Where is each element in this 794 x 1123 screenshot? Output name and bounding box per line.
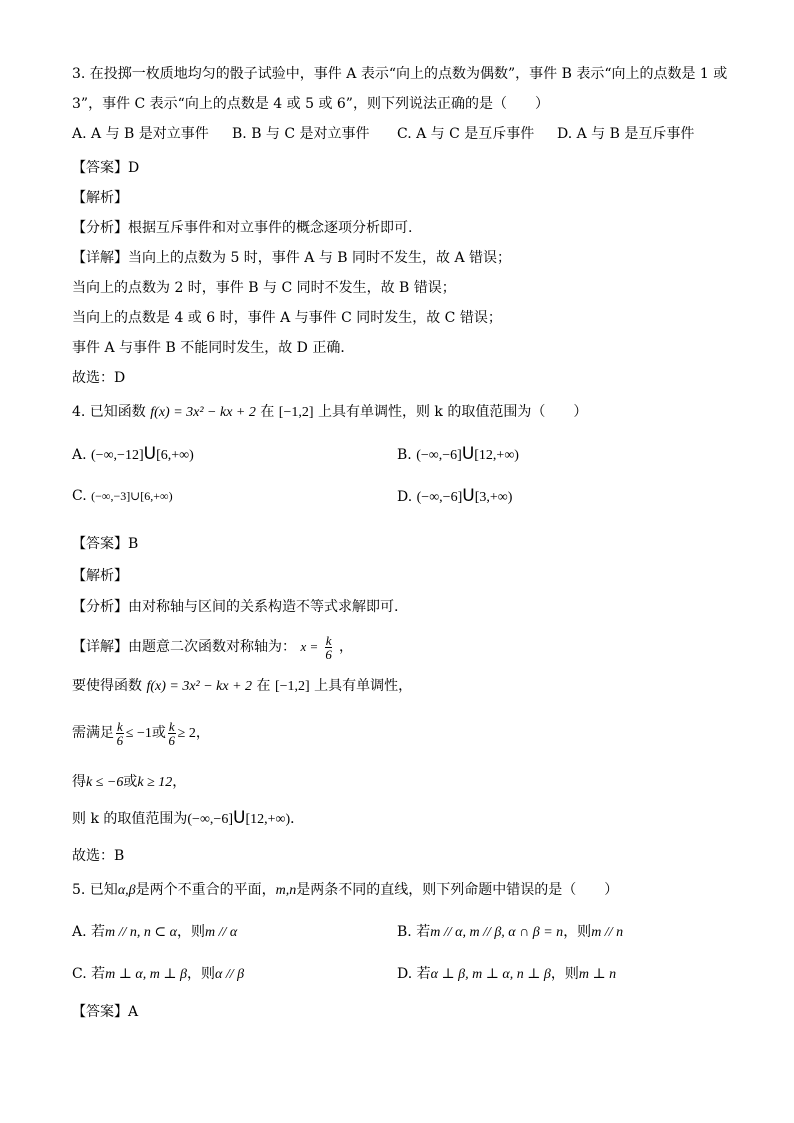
q4-detail2-function: f(x) = 3x² − kx + 2: [146, 679, 253, 694]
q4-detail5-pre: 则 k 的取值范围为: [72, 811, 188, 827]
q3-option-d: D. A 与 B 是互斥事件: [557, 126, 695, 142]
q5-option-a-label: A. 若: [72, 924, 106, 940]
q4-option-a-label: A.: [72, 447, 87, 463]
q4-stem-pre: 4. 已知函数: [72, 404, 146, 420]
q5-option-b-math: m // α, m // β, α ∩ β = n: [430, 925, 564, 940]
q4-detail3-a: ≤ −1: [125, 726, 152, 741]
q3-choice: 故选：D: [72, 370, 126, 386]
q5-option-c-then: ，则: [187, 966, 215, 982]
q4-detail5-math-b: [12,+∞): [245, 812, 291, 827]
q3-fenxi: 【分析】根据互斥事件和对立事件的概念逐项分析即可.: [72, 220, 413, 236]
q5-option-d-math: α ⊥ β, m ⊥ α, n ⊥ β: [430, 967, 551, 982]
q5-option-d-label: D. 若: [397, 966, 431, 982]
q3-stem-line1: 3. 在投掷一枚质地均匀的骰子试验中，事件 A 表示“向上的点数为偶数”，事件 B 表示“向上的点数是 1 或: [72, 66, 728, 82]
q5-stem-planes: α,β: [117, 883, 136, 898]
q4-option-c: [72, 486, 173, 506]
q4-detail3-pre: 需满足: [72, 725, 114, 741]
q4-option-d-math-a: (−∞,−6]: [416, 490, 463, 505]
k-over-6-fraction: [325, 634, 333, 661]
q4-option-c-label: C.: [72, 488, 87, 504]
q4-stem-post: 上具有单调性，则 k 的取值范围为（ ）: [317, 404, 588, 420]
q3-detail-1: 【详解】当向上的点数为 5 时，事件 A 与 B 同时不发生，故 A 错误；: [72, 250, 512, 266]
fraction-numerator: k: [117, 718, 123, 734]
q5-option-a-then: ，则: [176, 924, 205, 940]
q4-detail3-b: ≥ 2: [177, 726, 196, 741]
fraction-denominator: 6: [116, 732, 124, 748]
q4-option-a-math-b: [6,+∞): [156, 448, 194, 463]
q4-detail3-post: ，: [195, 725, 210, 741]
q4-option-b-math-a: (−∞,−6]: [416, 448, 462, 463]
q4-fenxi: 【分析】由对称轴与区间的关系构造不等式求解即可.: [72, 599, 399, 615]
q3-detail-2: 当向上的点数为 2 时，事件 B 与 C 同时不发生，故 B 错误；: [72, 280, 456, 296]
q4-option-b-label: B.: [397, 447, 412, 463]
q5-option-c-math: m ⊥ α, m ⊥ β: [105, 967, 187, 982]
q4-detail5-cup: U: [233, 808, 246, 828]
q4-stem: [72, 402, 587, 423]
q5-answer: 【答案】A: [72, 1004, 139, 1020]
q4-option-c-cup: ∪: [130, 489, 141, 503]
q4-detail4-pre: 得: [72, 774, 86, 790]
q3-detail-4: 事件 A 与事件 B 不能同时发生，故 D 正确．: [72, 340, 355, 356]
q4-option-b-cup: U: [461, 444, 475, 464]
q4-answer: 【答案】B: [72, 536, 139, 552]
q4-option-a-cup: U: [143, 444, 157, 464]
q5-stem: [72, 880, 618, 901]
q4-detail4-or: 或: [123, 774, 138, 790]
q4-choice: 故选：B: [72, 848, 125, 864]
q3-detail-3: 当向上的点数是 4 或 6 时，事件 A 与事件 C 同时发生，故 C 错误；: [72, 310, 502, 326]
q3-answer: 【答案】D: [72, 160, 140, 176]
q4-detail4-post: ，: [172, 774, 187, 790]
q4-option-d-label: D.: [397, 489, 413, 505]
q4-detail4-a: k ≤ −6: [86, 775, 124, 790]
q4-detail5-post: ．: [290, 811, 305, 827]
q5-option-d-then: ，则: [550, 966, 579, 982]
q4-analysis-label: 【解析】: [72, 568, 128, 584]
q4-option-a: [72, 444, 194, 466]
q4-detail2-pre: 要使得函数: [72, 678, 142, 694]
q4-detail2-post: 上具有单调性，: [314, 678, 413, 694]
q4-detail-2: [72, 676, 412, 697]
q4-detail1-x: x =: [300, 639, 319, 654]
q5-option-b-concl: m // n: [591, 925, 624, 940]
q4-option-c-math-a: (−∞,−3]: [91, 489, 131, 503]
q5-option-c: [72, 964, 244, 985]
q4-detail1-post: ，: [338, 639, 353, 655]
q5-option-d: [397, 964, 616, 985]
q5-option-b-then: ，则: [563, 924, 592, 940]
fraction-numerator: k: [168, 718, 175, 734]
q4-detail4-b: k ≥ 12: [137, 775, 173, 790]
q4-option-a-math-a: (−∞,−12]: [91, 448, 144, 463]
q4-detail2-mid: 在: [256, 678, 271, 694]
q3-option-a: A. A 与 B 是对立事件: [72, 126, 209, 142]
q5-option-a-math: m // n, n ⊂ α: [105, 925, 177, 940]
q3-option-c: C. A 与 C 是互斥事件: [397, 126, 535, 142]
q5-option-b-label: B. 若: [397, 924, 431, 940]
q4-detail5-math-a: (−∞,−6]: [187, 812, 233, 827]
q4-option-b: [397, 444, 519, 466]
q4-detail-5: [72, 808, 304, 830]
q4-option-d-math-b: [3,+∞): [474, 490, 513, 505]
fraction-numerator: k: [325, 632, 332, 648]
fraction-denominator: 6: [168, 732, 176, 748]
q4-detail3-or: 或: [151, 725, 166, 741]
q3-stem-line2: 3”，事件 C 表示“向上的点数是 4 或 5 或 6”，则下列说法正确的是（ ）: [72, 96, 549, 112]
q5-option-b: [397, 922, 623, 943]
k-over-6-fraction: [168, 720, 176, 747]
q4-option-c-math-b: [6,+∞): [140, 489, 173, 503]
q4-detail-1: [72, 630, 353, 664]
q4-detail-3: [72, 716, 210, 751]
q5-stem-lines: m,n: [275, 883, 297, 898]
q4-option-d-cup: U: [462, 486, 475, 506]
q4-stem-function: f(x) = 3x² − kx + 2: [150, 405, 256, 420]
q5-option-c-label: C. 若: [72, 966, 106, 982]
q4-option-d: [397, 486, 512, 508]
q5-option-a-concl: m // α: [204, 925, 238, 940]
q4-detail1-pre: 【详解】由题意二次函数对称轴为：: [72, 639, 296, 655]
q5-option-c-concl: α // β: [215, 967, 245, 982]
q4-stem-mid: 在: [260, 404, 275, 420]
q4-stem-interval: [−1,2]: [278, 405, 314, 420]
q5-stem-post: 是两条不同的直线，则下列命题中错误的是（ ）: [296, 882, 619, 898]
q4-detail-4: [72, 772, 186, 793]
q3-analysis-label: 【解析】: [72, 190, 128, 206]
k-over-6-fraction: [116, 720, 124, 747]
q4-detail2-interval: [−1,2]: [274, 679, 310, 694]
q5-stem-mid: 是两个不重合的平面，: [135, 882, 276, 898]
q3-option-b: B. B 与 C 是对立事件: [232, 126, 370, 142]
q4-option-b-math-b: [12,+∞): [474, 448, 519, 463]
q5-option-d-concl: m ⊥ n: [578, 967, 617, 982]
q5-stem-pre: 5. 已知: [72, 882, 118, 898]
q5-option-a: [72, 922, 237, 943]
fraction-denominator: 6: [325, 646, 332, 662]
